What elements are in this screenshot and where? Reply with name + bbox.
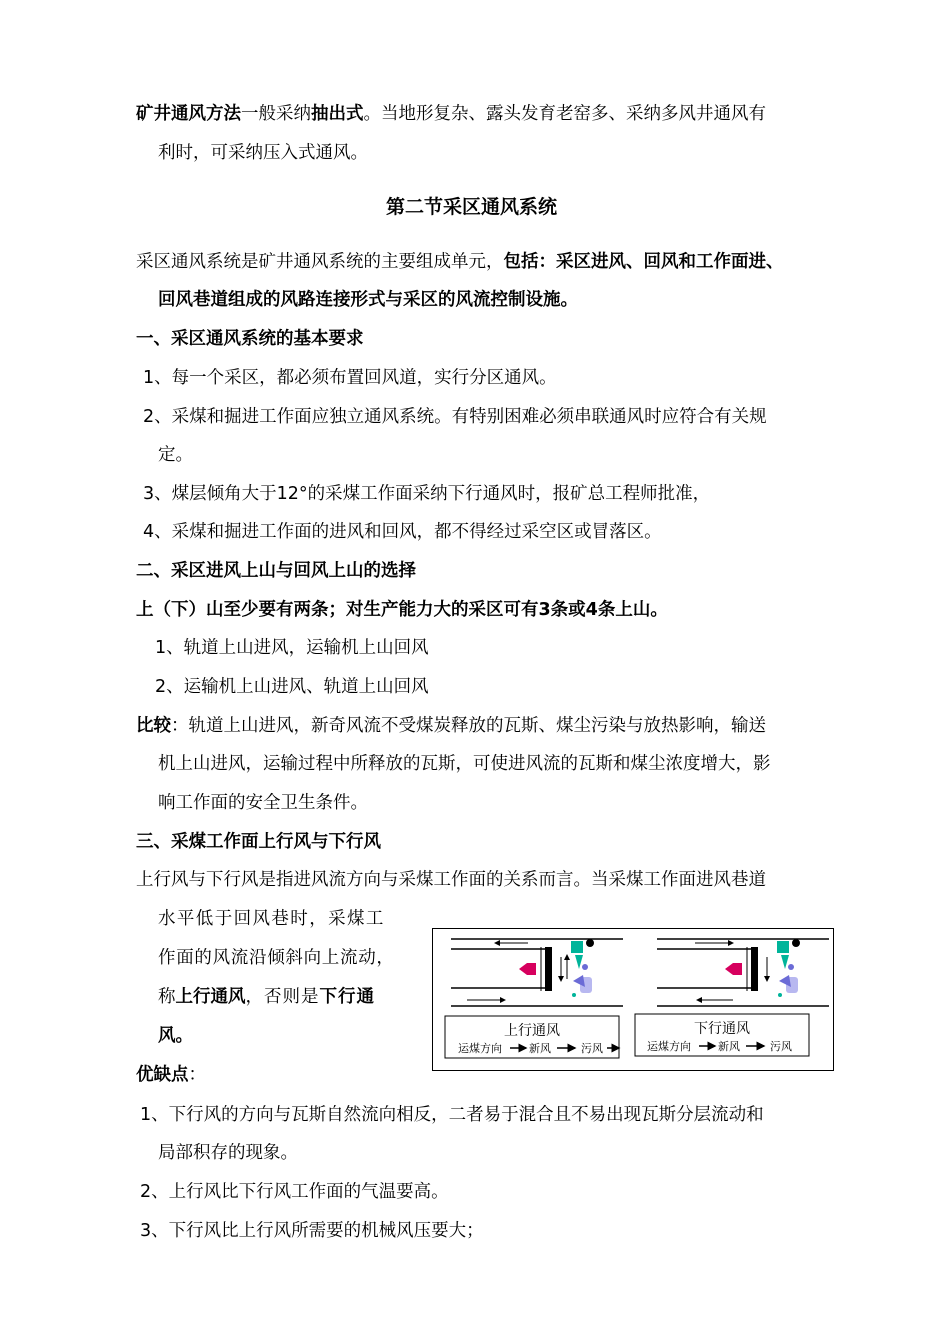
pro-1: 1、下行风的方向与瓦斯自然流向相反，二者易于混合且不易出现瓦斯分层流动和 (140, 1105, 764, 1125)
definition-plain: 采区通风系统是矿井通风系统的主要组成单元， (136, 252, 504, 272)
definition-line-2: 回风巷道组成的风路连接形式与采区的风流控制设施。 (158, 290, 578, 310)
pro-1-cont: 局部积存的现象。 (158, 1143, 298, 1163)
definition-bold: 包括：采区进风、回风和工作面进、 (503, 252, 784, 272)
compare-label: 比较 (136, 716, 171, 736)
heading-intake-return-selection: 二、采区进风上山与回风上山的选择 (136, 561, 416, 581)
pro-3: 3、下行风比上行风所需要的机械风压要大； (140, 1221, 484, 1241)
ascending-seq-2: 新风 (529, 1042, 551, 1055)
option-1: 1、轨道上山进风，运输机上山回风 (155, 638, 429, 658)
ascending-diagram (451, 939, 623, 1006)
heading-ascending-descending: 三、采煤工作面上行风与下行风 (136, 832, 381, 852)
description-line-2: 水平低于回风巷时，采煤工 (158, 909, 385, 929)
description-middle: ，否则是 (245, 987, 320, 1007)
pros-label: 优缺点 (136, 1065, 189, 1085)
description-line-4 (158, 985, 375, 1009)
descending-term: 下行通 (319, 987, 375, 1007)
option-2: 2、运输机上山进风、轨道上山回风 (155, 677, 429, 697)
ventilation-diagram (433, 929, 833, 1070)
compare-line-3: 响工作面的安全卫生条件。 (158, 793, 368, 813)
shearer-block (527, 963, 536, 975)
description-line-3: 作面的风流沿倾斜向上流动， (158, 948, 395, 968)
ventilation-figure (432, 928, 834, 1071)
descending-diagram (657, 939, 829, 1006)
requirement-4: 4、采煤和掘进工作面的进风和回风，都不得经过采空区或冒落区。 (143, 522, 662, 542)
coal-face-wall-descending (751, 947, 758, 991)
ascending-caption: 上行通风 (504, 1023, 560, 1039)
ascending-term: 上行通风 (175, 987, 246, 1007)
miner-figure-top-descending (777, 941, 789, 953)
description-line-1: 上行风与下行风是指进风流方向与采煤工作面的关系而言。当采煤工作面进风巷道 (136, 870, 766, 890)
intro-line-2: 利时，可采纳压入式通风。 (158, 143, 368, 163)
descending-caption: 下行通风 (694, 1021, 750, 1037)
pro-2: 2、上行风比下行风工作面的气温要高。 (140, 1182, 449, 1202)
intro-line-1 (136, 102, 766, 126)
descending-seq-1: 运煤方向 (647, 1040, 691, 1053)
miner-figure-top (571, 941, 583, 953)
section-title: 第二节采区通风系统 (386, 196, 558, 218)
intro-method: 抽出式 (311, 104, 364, 124)
ascending-seq-3: 污风 (581, 1042, 603, 1055)
compare-line-2: 机上山进风，运输过程中所释放的瓦斯，可使进风流的瓦斯和煤尘浓度增大，影 (158, 754, 771, 774)
intro-term: 矿井通风方法 (136, 104, 241, 124)
shearer-block-descending (733, 963, 742, 975)
description-prefix: 称 (158, 987, 176, 1007)
requirement-1: 1、每一个采区，都必须布置回风道，实行分区通风。 (143, 368, 557, 388)
requirement-2: 2、采煤和掘进工作面应独立通风系统。有特别困难必须串联通风时应符合有关规 (143, 407, 767, 427)
description-line-5: 风。 (158, 1026, 193, 1046)
requirement-3: 3、煤层倾角大于12°的采煤工作面采纳下行通风时，报矿总工程师批准， (143, 484, 711, 504)
descending-seq-2: 新风 (718, 1040, 740, 1053)
pros-heading (136, 1063, 206, 1087)
coal-face-wall (545, 947, 552, 991)
descending-seq-3: 污风 (770, 1040, 792, 1053)
heading-basic-requirements: 一、采区通风系统的基本要求 (136, 329, 364, 349)
compare-text: ：轨道上山进风，新奇风流不受煤炭释放的瓦斯、煤尘污染与放热影响，输送 (171, 716, 766, 736)
ascending-seq-1: 运煤方向 (458, 1042, 502, 1055)
intro-mid: 一般采纳 (241, 104, 311, 124)
intro-rest: 。当地形复杂、露头发育老窑多、采纳多风井通风有 (363, 104, 766, 124)
definition-line-1 (136, 250, 784, 274)
requirement-2-cont: 定。 (158, 445, 193, 465)
pros-colon: ： (188, 1065, 206, 1085)
compare-line-1 (136, 714, 766, 738)
heading-2-subtitle: 上（下）山至少要有两条；对生产能力大的采区可有3条或4条上山。 (136, 600, 668, 620)
